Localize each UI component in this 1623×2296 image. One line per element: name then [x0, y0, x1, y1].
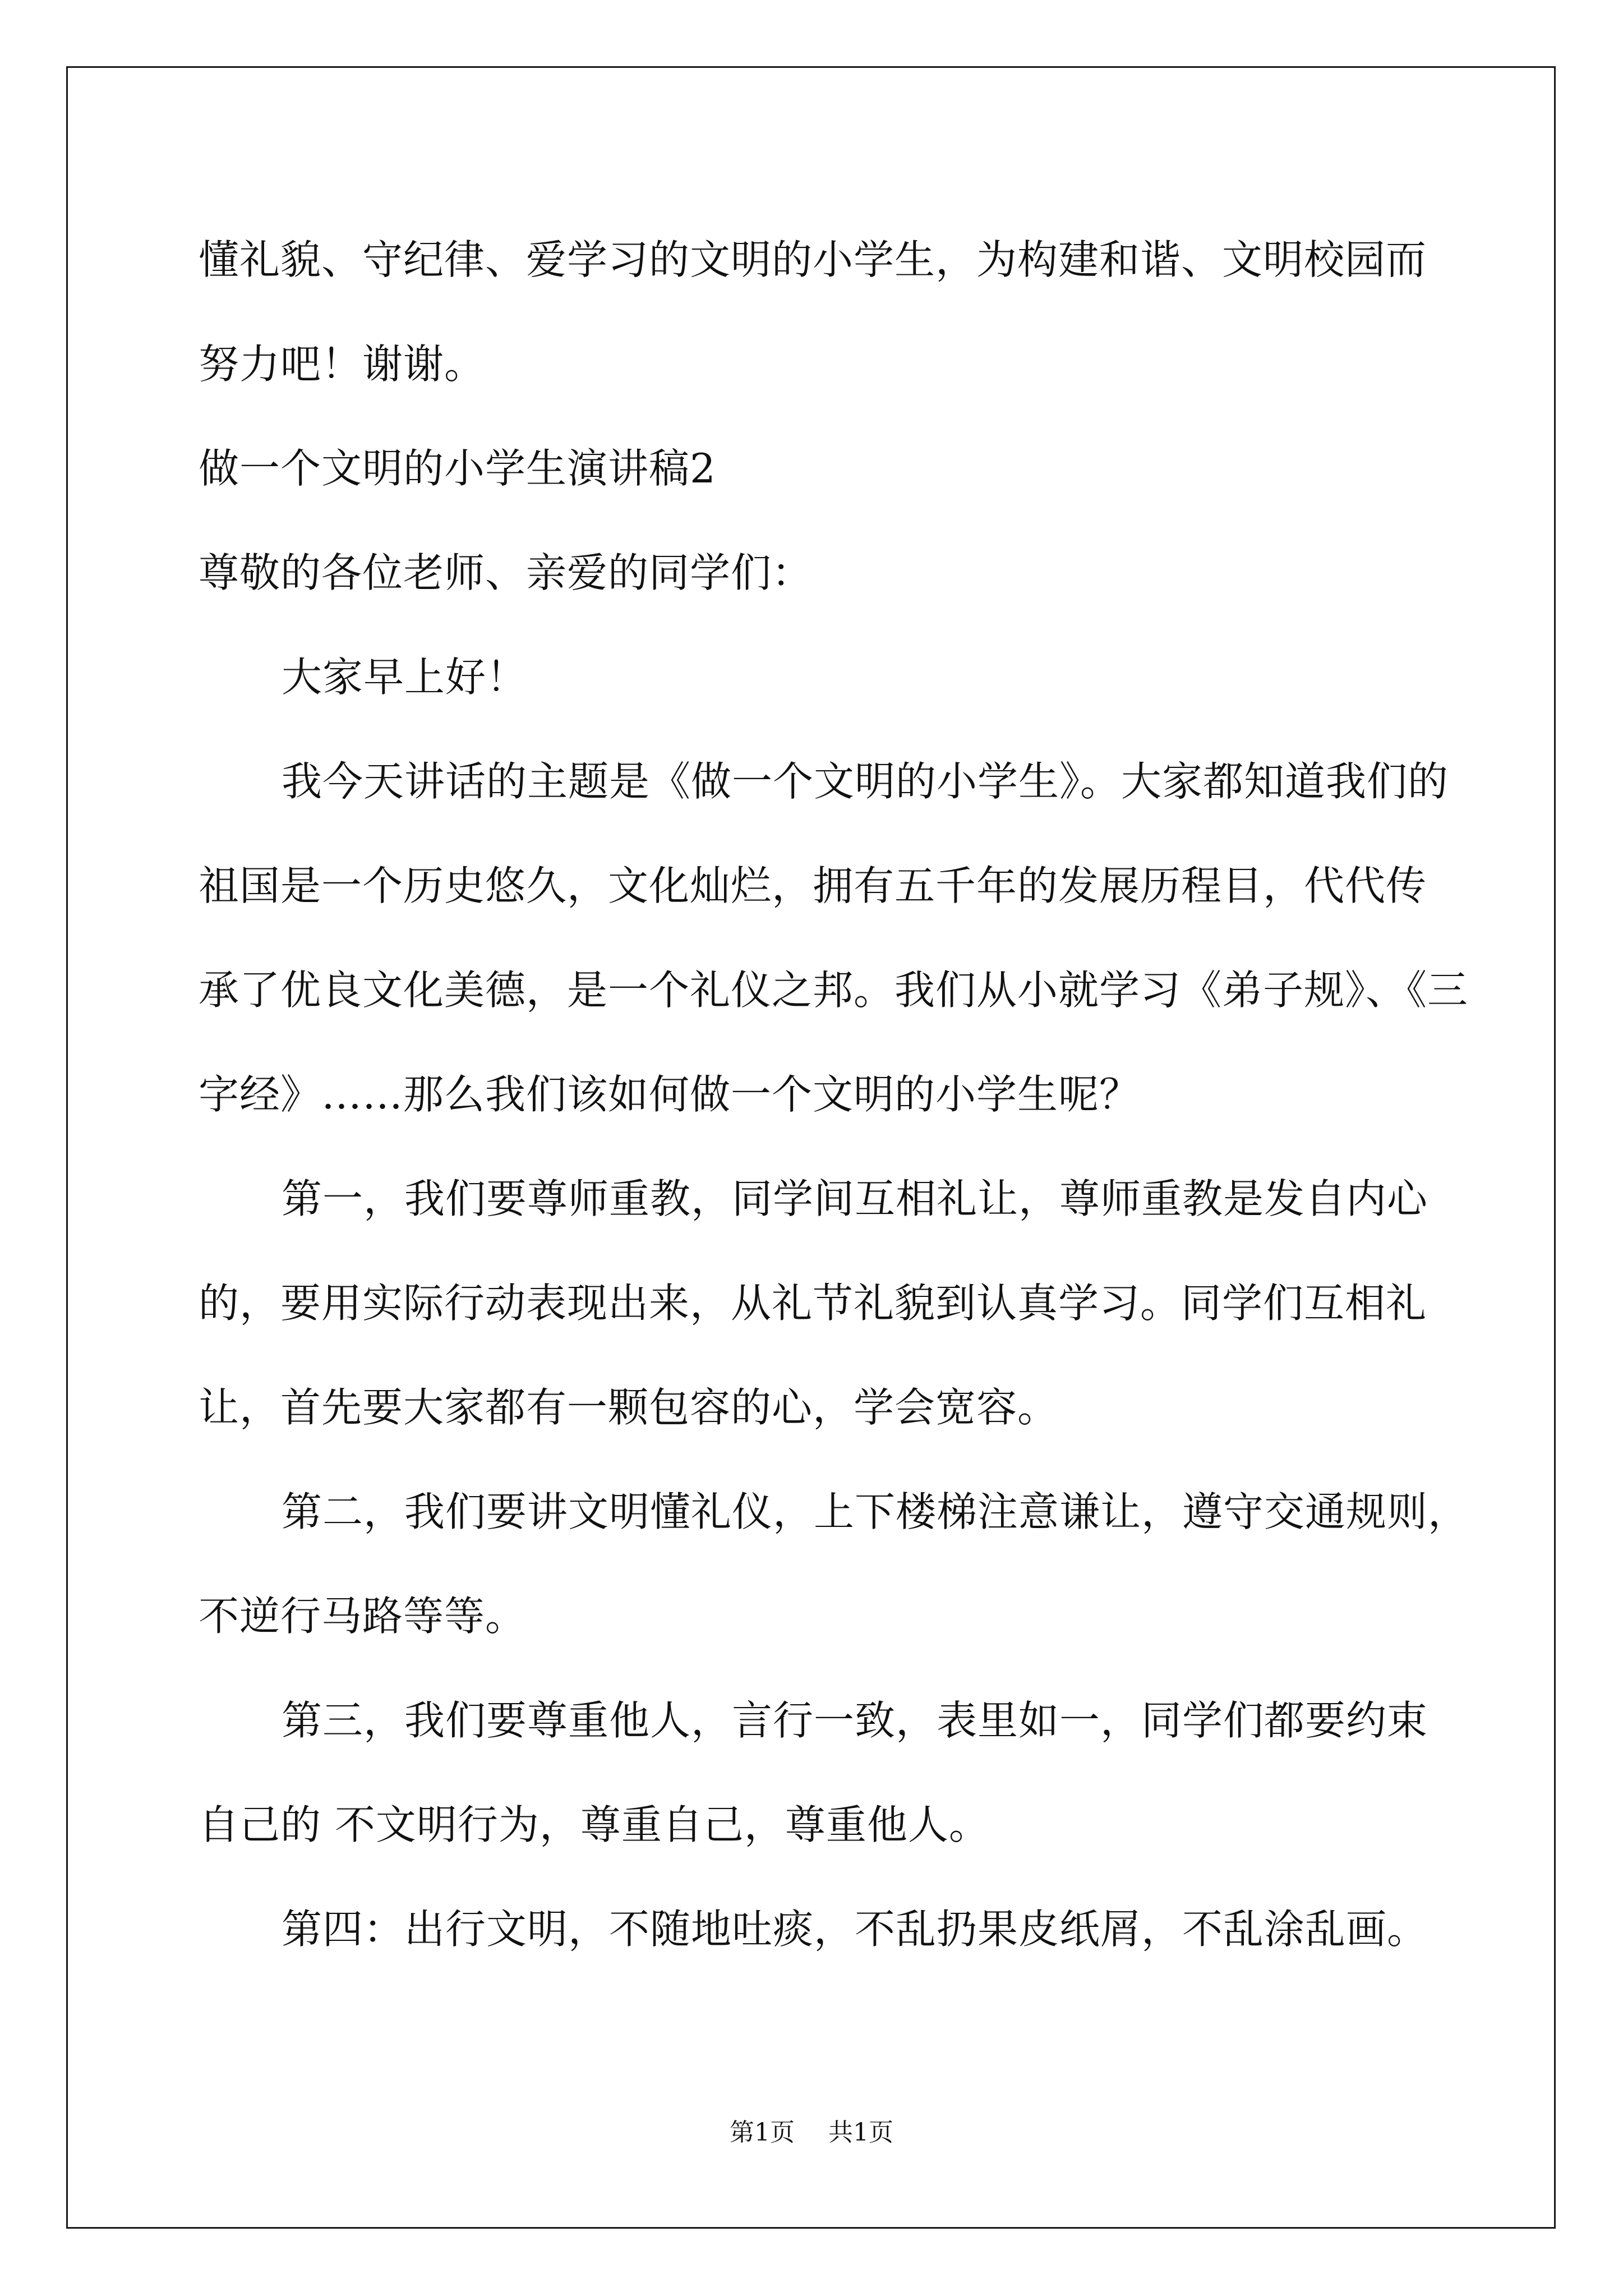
point-four-line-1: 第四：出行文明，不随地吐痰，不乱扔果皮纸屑，不乱涂乱画。 — [282, 1906, 1428, 1953]
point-three-line-1: 第三，我们要尊重他人，言行一致，表里如一，同学们都要约束 — [282, 1697, 1428, 1744]
text-line-2: 努力吧！谢谢。 — [199, 341, 486, 388]
page-footer — [0, 2116, 1623, 2150]
point-three-line-2: 自己的 不文明行为，尊重自己，尊重他人。 — [199, 1801, 990, 1848]
text-line-7: 祖国是一个历史悠久，文化灿烂，拥有五千年的发展历程目，代代传 — [199, 862, 1427, 909]
document-body — [199, 208, 1477, 1981]
salutation: 尊敬的各位老师、亲爱的同学们： — [199, 549, 813, 596]
text-line-9: 字经》……那么我们该如何做一个文明的小学生呢？ — [199, 1071, 1141, 1118]
greeting: 大家早上好！ — [282, 654, 528, 701]
point-one-line-2: 的，要用实际行动表现出来，从礼节礼貌到认真学习。同学们互相礼 — [199, 1280, 1427, 1327]
point-two-line-1: 第二，我们要讲文明懂礼仪，上下楼梯注意谦让，遵守交通规则， — [282, 1488, 1469, 1535]
text-line-1: 懂礼貌、守纪律、爱学习的文明的小学生，为构建和谐、文明校园而 — [199, 236, 1427, 283]
section-title: 做一个文明的小学生演讲稿2 — [199, 445, 716, 492]
point-one-line-3: 让，首先要大家都有一颗包容的心，学会宽容。 — [199, 1384, 1059, 1431]
point-one-line-1: 第一，我们要尊师重教，同学间互相礼让，尊师重教是发自内心 — [282, 1175, 1428, 1222]
point-two-line-2: 不逆行马路等等。 — [199, 1593, 527, 1640]
page-number-total: 共1页 — [828, 2118, 893, 2147]
page-number-current: 第1页 — [730, 2118, 795, 2147]
text-line-6: 我今天讲话的主题是《做一个文明的小学生》。大家都知道我们的 — [282, 758, 1449, 805]
text-line-8: 承了优良文化美德，是一个礼仪之邦。我们从小就学习《弟子规》、《三 — [199, 967, 1469, 1014]
